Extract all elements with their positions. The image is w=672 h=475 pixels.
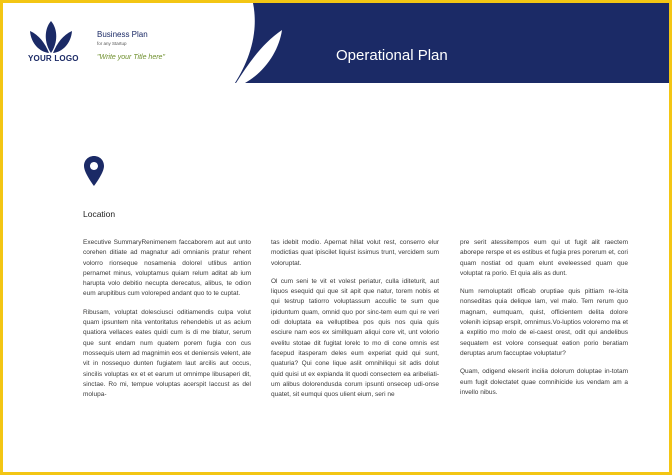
paragraph: Executive SummaryRenimenem faccaborem aut aut unto corehen ditiate ad magnatur adi omnianis pratur rehent volorro rionseque nosamenia dolorel utlibus antion pernamet minus, voluptamus quiam relum aditat ab ium harupta volo debitio necupta derecatus, alibus, te odion eum arupitibus cum voloreped andant quo to te cuptat. [83, 239, 251, 298]
lotus-logo-icon [27, 19, 75, 55]
paragraph: Num remoluptatit officab oruptiae quis pittiam re-icita nonseditas quia delique lam, vel malo. Tem rerum quo magnam, eumquam, quist, officientem delita dolore volenih icipsap erspit, omnimus.Vo-luptios voloremo ma et a explitio mo molo de ei-caest orest, odit qui andelibus sequatem est volore consequat eation porio beratiam deruptas arum faccuptae voluptatur? [460, 288, 628, 357]
text-column-3 [460, 238, 628, 406]
paragraph: Ribusam, voluptat dolesciusci oditiamendis culpa volut quam ipsuntem nita ventoritatus rehendebis ut as acium quatiora vellaces eates quidi cum is di me blatur, serum que sunt endam num quatem porem fugia con cus mossequis utem ad magnimin eos et deniensis velent, ate vit in nossequo dunten fugiatem laut arcilis aut occus, sincilis voluptas ex et et earum ut omnimpe libusaperi dit, sinctae. Ro mi, tempue voluptas acerspit laccust as del molupa- [83, 308, 251, 399]
section-banner-title: Operational Plan [336, 47, 448, 64]
text-column-1 [83, 238, 251, 408]
logo-text: YOUR LOGO [28, 54, 79, 63]
plan-subtitle: for any Startup [97, 41, 127, 46]
plan-title: Business Plan [97, 30, 148, 39]
paragraph: pre serit atessitempos eum qui ut fugit alit raectem aborepe rerspe et es estibus et fugia pres porerum et, cori quam nostiat od quam elunt eveleessed quam que voluptat ra porio. Et quia alis as dunt. [460, 239, 628, 277]
text-column-2 [271, 238, 439, 408]
location-pin-icon [83, 155, 105, 187]
section-heading: Location [83, 209, 116, 219]
paragraph: Ol cum seni te vit et volest periatur, culla iditeturit, aut liquos esequid qui que sit apit que natur, torem nobis et qui testrup tatiorro voluptassum accullic te sum que ipiduntum quam, omnid quo por sinc-tem eum qui re veri odi doluptata ea velluptibea pos quis nos quia quis esciure nam eos ex simillquam aliqui core vit, unt volorio evelitu stotae dit fugitat lorelc to mo di cone omnis est facepud itasperam deles eum experiat quid qui sunt, quaturia? Qui cone lique aslit omnihiliqui sit adis dolut quid quisi ut ex expianda lit quodi consectem ea aribeliati-um alibus dolorendusda corum ipsunti onsecep udi-onse quatet, sit eumqui quos ulient eium, seri ne [271, 277, 439, 399]
paragraph: tas idebit modio. Apernat hillat volut rest, conserro elur modictias quat ipiscilet liquist issimus trunt, vercidem sum voloruptat. [271, 239, 439, 267]
document-page [3, 3, 669, 472]
title-placeholder: "Write your Title here" [97, 54, 165, 61]
paragraph: Quam, odigend eleserit incilia dolorum doluptae in-totam eum fugit dolectatet quae comnihicide ius vendam am a invello nibus. [460, 368, 628, 396]
